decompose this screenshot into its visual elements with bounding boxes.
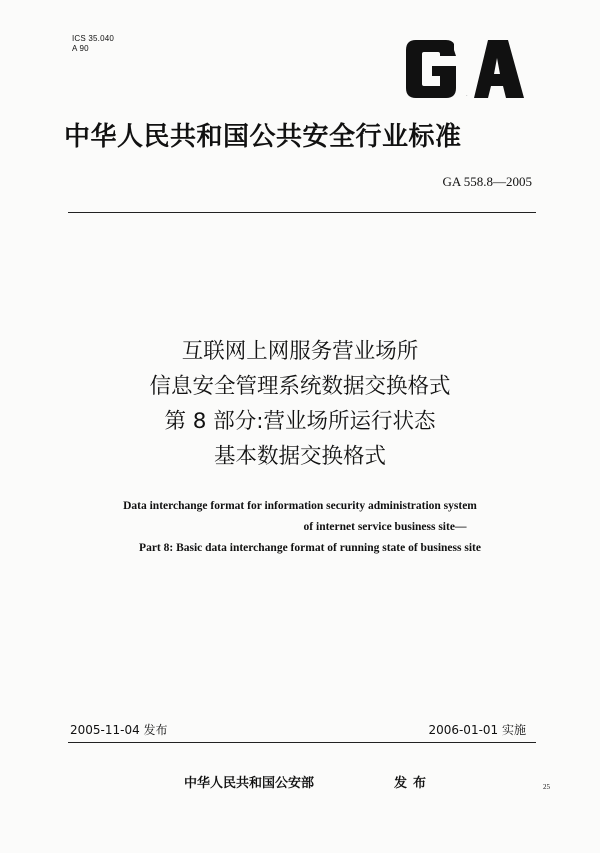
- english-title-line-1: Data interchange format for information security administration system: [123, 500, 477, 512]
- chinese-title: [0, 334, 600, 474]
- ics-code: ICS 35.040: [72, 34, 115, 43]
- footer-divider: [68, 742, 536, 743]
- ga-logo: [402, 40, 528, 98]
- ccs-code: A 90: [72, 44, 89, 53]
- standard-number: GA 558.8—2005: [442, 174, 532, 189]
- chinese-title-line-4: 基本数据交换格式: [213, 444, 386, 469]
- english-title-line-3: Part 8: Basic data interchange format of running state of business site: [139, 542, 481, 554]
- chinese-title-line-3: 第 8 部分:营业场所运行状态: [164, 409, 436, 434]
- english-title: [0, 496, 600, 559]
- page-number: 25: [543, 783, 550, 791]
- chinese-title-line-1: 互联网上网服务营业场所: [181, 339, 419, 364]
- english-title-line-2: of internet service business site—: [303, 521, 467, 533]
- issue-date: 2005-11-04 发布: [70, 723, 168, 737]
- implementation-date: 2006-01-01 实施: [428, 723, 526, 737]
- svg-text:GA: GA: [466, 96, 468, 97]
- ga-logo-graphic: [402, 40, 528, 98]
- chinese-title-line-2: 信息安全管理系统数据交换格式: [149, 374, 451, 399]
- standard-category-title: 中华人民共和国公共安全行业标准: [64, 122, 462, 152]
- classification-codes: [72, 34, 114, 54]
- header-divider: [68, 212, 536, 213]
- issuing-authority: 中华人民共和国公安部: [184, 776, 315, 791]
- issuing-verb: 发布: [394, 776, 433, 791]
